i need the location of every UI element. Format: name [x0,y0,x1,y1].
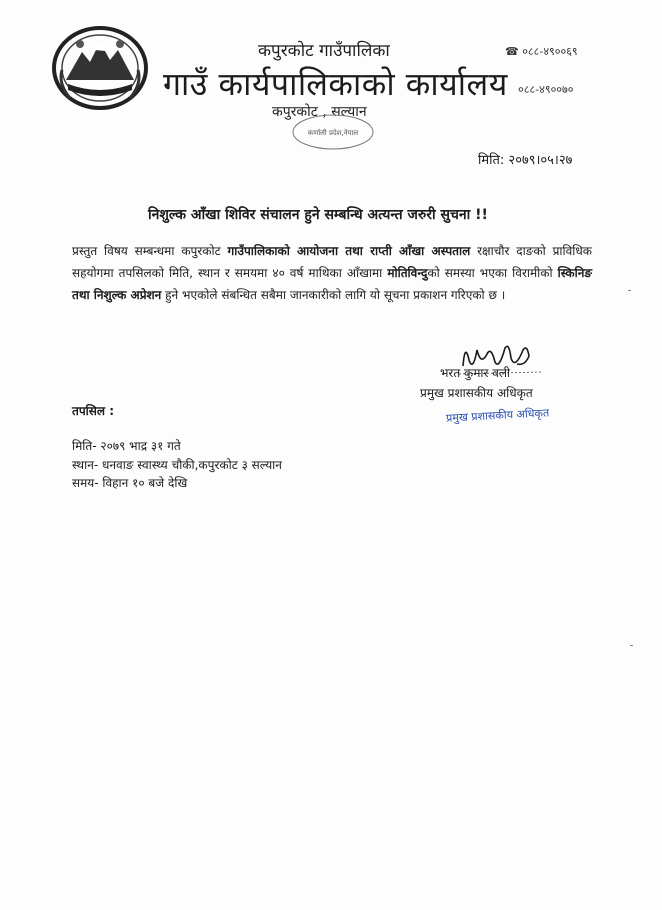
signatory-title: प्रमुख प्रशासकीय अधिकृत [420,386,533,400]
scan-mark [630,645,633,646]
district-name: कपुरकोट , सल्यान [272,104,367,120]
notice-body: प्रस्तुत विषय सम्बन्धमा कपुरकोट गाउँपालिकाको आयोजना तथा राप्ती आँखा अस्पताल रक्षाचौर दाङको प्राविधिक सहयोगमा तपसिलको मिति, स्थान र समयमा ४० वर्ष माथिका आँखामा मोतिविन्दुको समस्या भएका विरामीको स्किनिङ तथा निशुल्क अप्रेशन हुने भएकोले संबन्धित सबैमा जानकारीको लागि यो सूचना प्रकाशन गरिएको छ । [72,244,592,302]
phone-number-1: ☎ ०८८-४९००६९ [505,45,578,58]
camp-place: स्थान- धनवाङ स्वास्थ्य चौकी,कपुरकोट ३ सल्यान [72,458,282,472]
office-title: गाउँ कार्यपालिकाको कार्यालय [163,65,508,103]
svg-text:कर्णाली प्रदेश,नेपाल: कर्णाली प्रदेश,नेपाल [307,129,359,137]
details-heading: तपसिल : [72,404,114,418]
camp-time: समय- विहान १० बजे देखि [72,476,188,490]
notice-subject: निशुल्क आँखा शिविर संचालन हुने सम्बन्धि अत्यन्त जरुरी सुचना !! [148,207,488,223]
telephone-icon: ☎ [505,45,519,58]
scan-mark [628,290,631,291]
nepal-government-emblem [50,24,150,112]
signatory-name: भरत कुमार वली [440,366,511,380]
office-seal-stamp [288,112,378,152]
gaupalika-name: कपुरकोट गाउँपालिका [258,41,390,61]
issue-date: मिति: २०७९।०५।२७ [478,153,573,168]
designation-stamp: प्रमुख प्रशासकीय अधिकृत [445,406,550,425]
camp-date: मिति- २०७९ भाद्र ३१ गते [72,439,181,453]
phone-number-2: ०८८-४९००७० [518,83,574,96]
